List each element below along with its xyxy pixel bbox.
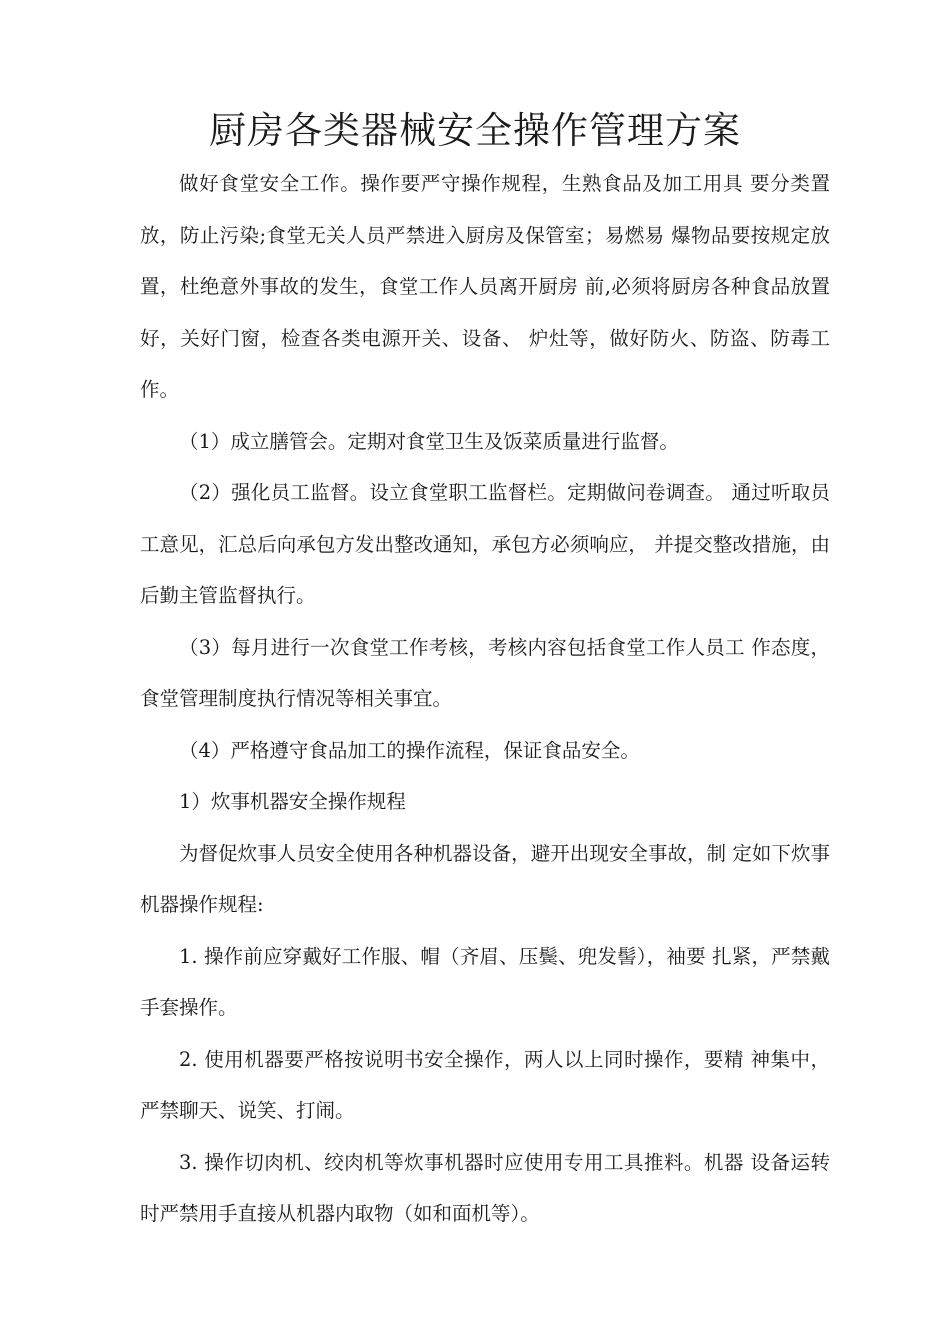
document-body [140,158,830,1240]
rule-3-paragraph: 3. 操作切肉机、绞肉机等炊事机器时应使用专用工具推料。机器 设备运转时严禁用手直接从机器内取物（如和面机等）。 [140,1150,830,1225]
rule-2-paragraph: 2. 使用机器要严格按说明书安全操作，两人以上同时操作，要精 神集中，严禁聊天、说笑、打闹。 [140,1047,830,1122]
intro-paragraph: 做好食堂安全工作。操作要严守操作规程，生熟食品及加工用具 要分类置放，防止污染;食堂无关人员严禁进入厨房及保管室；易燃易 爆物品要按规定放置，杜绝意外事故的发生，食堂工作人员离开厨房 前,必须将厨房各种食品放置好，关好门窗，检查各类电源开关、设备、 炉灶等，做好防火、防盗、防毒工作。 [140,172,830,401]
item-3-paragraph: （3）每月进行一次食堂工作考核，考核内容包括食堂工作人员工 作态度，食堂管理制度执行情况等相关事宜。 [140,635,830,710]
section-intro-paragraph: 为督促炊事人员安全使用各种机器设备，避开出现安全事故，制 定如下炊事机器操作规程: [140,841,830,916]
section-heading: 1）炊事机器安全操作规程 [179,790,406,813]
document-title: 厨房各类器械安全操作管理方案 [209,109,741,152]
rule-1-paragraph: 1. 操作前应穿戴好工作服、帽（齐眉、压鬓、兜发髻），袖要 扎紧，严禁戴手套操作。 [140,944,830,1019]
item-1-paragraph: （1）成立膳管会。定期对食堂卫生及饭菜质量进行监督。 [179,429,679,453]
item-2-paragraph: （2）强化员工监督。设立食堂职工监督栏。定期做问卷调查。 通过听取员工意见，汇总后向承包方发出整改通知，承包方必须响应， 并提交整改措施，由后勤主管监督执行。 [140,481,830,607]
item-4-paragraph: （4）严格遵守食品加工的操作流程，保证食品安全。 [179,738,640,762]
